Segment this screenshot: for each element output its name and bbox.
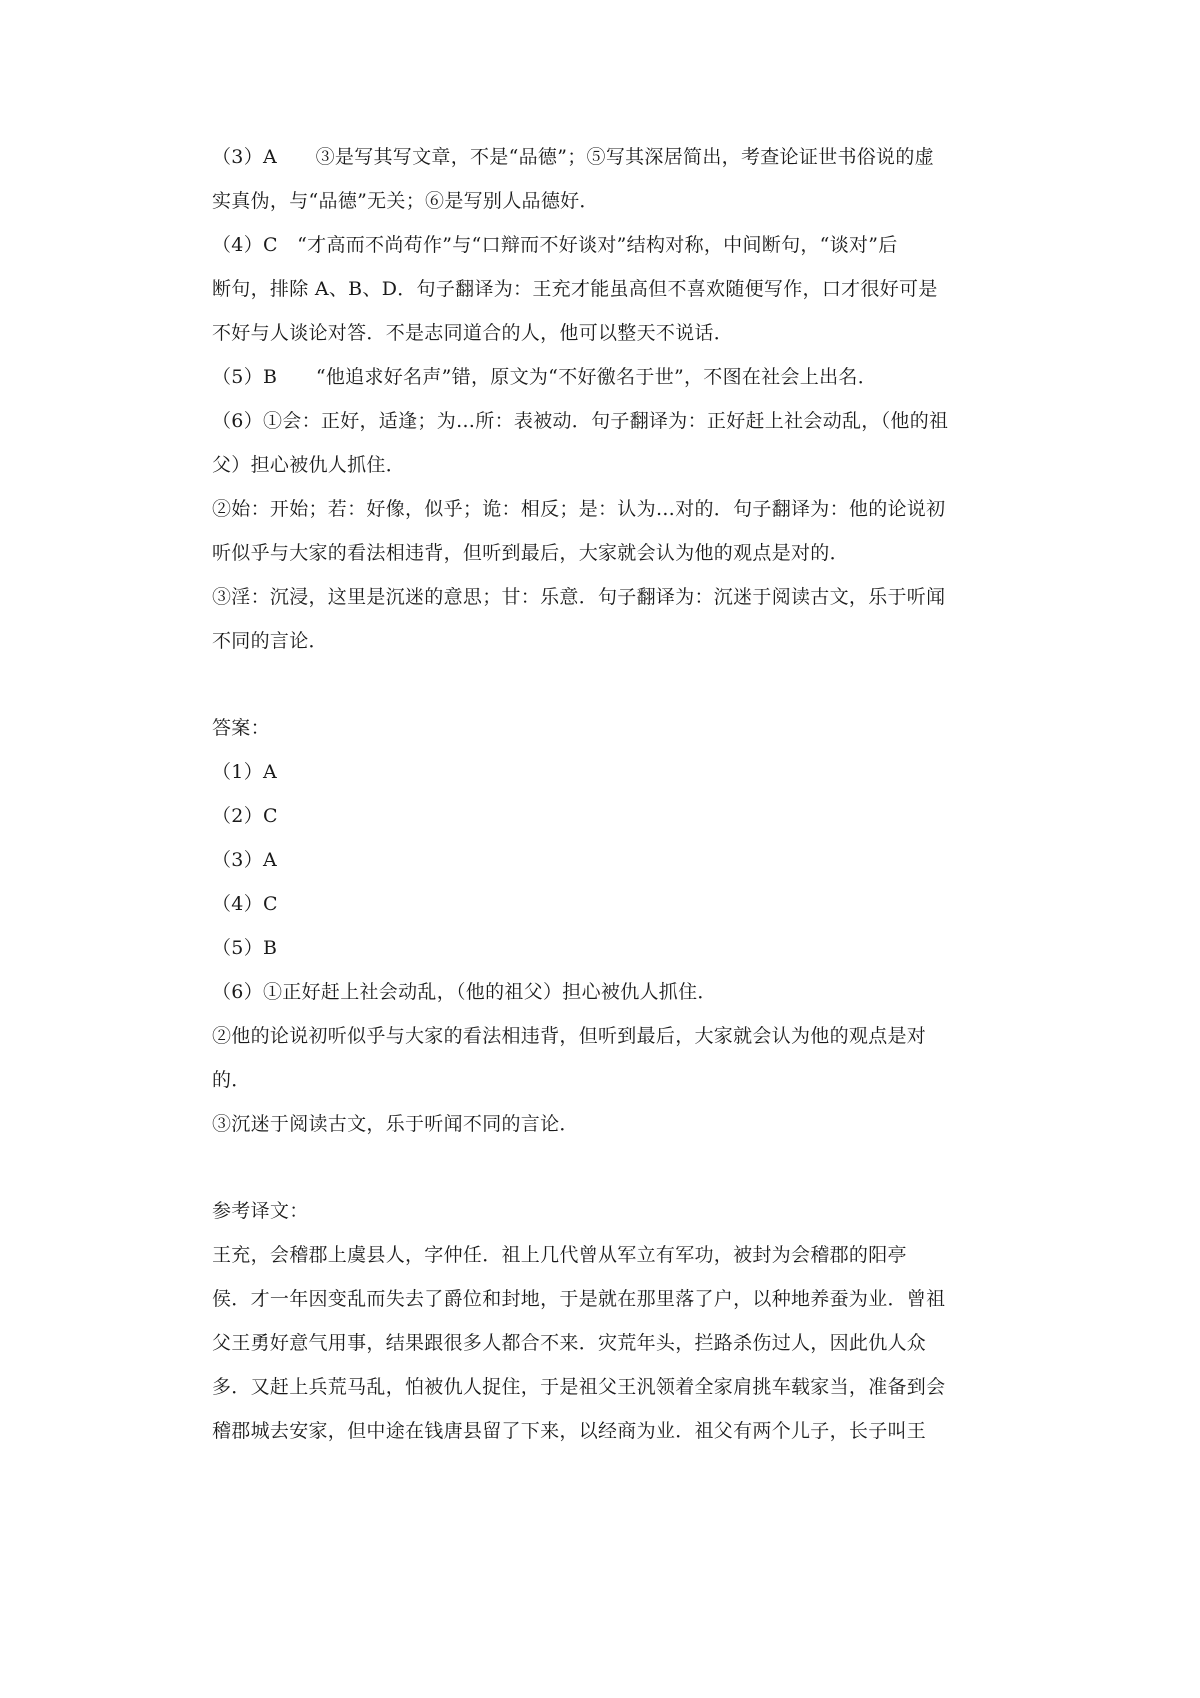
analysis-line: 听似乎与大家的看法相违背，但听到最后，大家就会认为他的观点是对的． xyxy=(212,542,849,564)
answer-line: （5）B xyxy=(212,937,278,959)
analysis-line: （5）B “他追求好名声”错，原文为“不好徼名于世”，不图在社会上出名． xyxy=(212,366,878,388)
answers-heading: 答案： xyxy=(212,717,270,739)
translation-line: 侯．才一年因变乱而失去了爵位和封地，于是就在那里落了户，以种地养蚕为业．曾祖 xyxy=(212,1288,946,1310)
analysis-line: 断句，排除 A、B、D．句子翻译为：王充才能虽高但不喜欢随便写作，口才很好可是 xyxy=(212,278,938,300)
answer-line: （6）①正好赶上社会动乱，（他的祖父）担心被仇人抓住． xyxy=(212,981,717,1003)
translation-heading: 参考译文： xyxy=(212,1200,309,1222)
analysis-line: （4）C “才高而不尚苟作”与“口辩而不好谈对”结构对称，中间断句，“谈对”后 xyxy=(212,234,898,256)
answer-line: （3）A xyxy=(212,849,278,871)
analysis-line: 不同的言论． xyxy=(212,630,328,652)
answer-line: （4）C xyxy=(212,893,278,915)
answer-line: ②他的论说初听似乎与大家的看法相违背，但听到最后，大家就会认为他的观点是对 xyxy=(212,1025,927,1047)
analysis-line: 实真伪，与“品德”无关；⑥是写别人品德好． xyxy=(212,190,599,212)
analysis-line: ③淫：沉浸，这里是沉迷的意思；甘：乐意．句子翻译为：沉迷于阅读古文，乐于听闻 xyxy=(212,586,946,608)
translation-line: 父王勇好意气用事，结果跟很多人都合不来．灾荒年头，拦路杀伤过人，因此仇人众 xyxy=(212,1332,927,1354)
analysis-line: 不好与人谈论对答．不是志同道合的人，他可以整天不说话． xyxy=(212,322,734,344)
analysis-line: （3）A ③是写其写文章，不是“品德”；⑤写其深居简出，考查论证世书俗说的虚 xyxy=(212,146,934,168)
analysis-line: （6）①会：正好，适逢；为…所：表被动．句子翻译为：正好赶上社会动乱，（他的祖 xyxy=(212,410,949,432)
answer-line: ③沉迷于阅读古文，乐于听闻不同的言论． xyxy=(212,1113,579,1135)
translation-line: 王充，会稽郡上虞县人，字仲任．祖上几代曾从军立有军功，被封为会稽郡的阳亭 xyxy=(212,1244,907,1266)
analysis-line: 父）担心被仇人抓住． xyxy=(212,454,406,476)
answer-line: （1）A xyxy=(212,761,278,783)
translation-line: 稽郡城去安家，但中途在钱唐县留了下来，以经商为业．祖父有两个儿子，长子叫王 xyxy=(212,1420,927,1442)
analysis-line: ②始：开始；若：好像，似乎；诡：相反；是：认为…对的．句子翻译为：他的论说初 xyxy=(212,498,946,520)
answer-line: 的． xyxy=(212,1069,251,1091)
translation-line: 多．又赶上兵荒马乱，怕被仇人捉住，于是祖父王汎领着全家肩挑车载家当，准备到会 xyxy=(212,1376,946,1398)
answer-line: （2）C xyxy=(212,805,278,827)
